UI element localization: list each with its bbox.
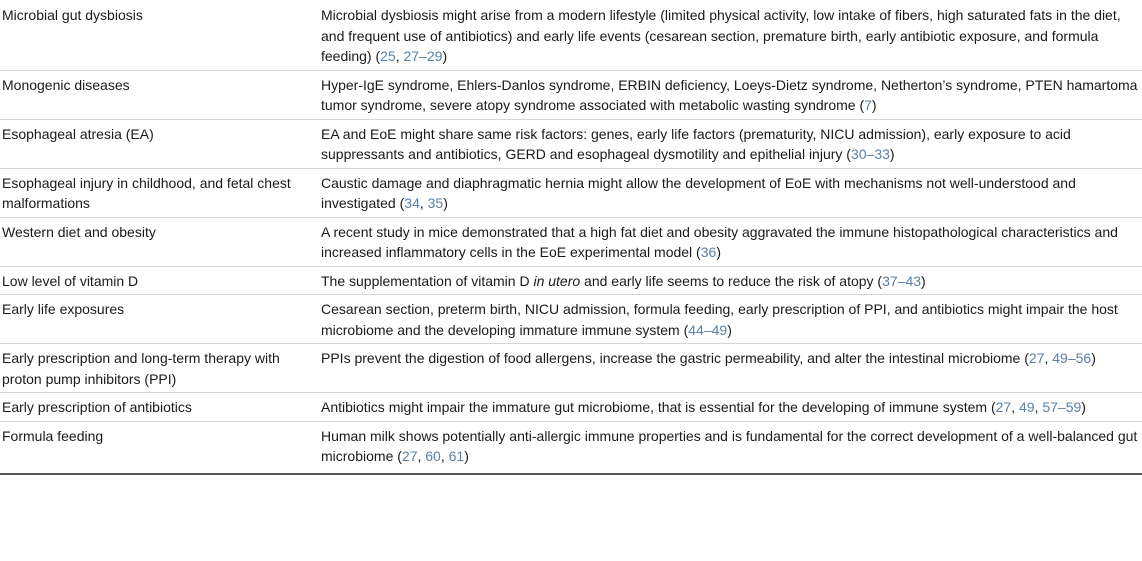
reference-link[interactable]: 49–56	[1052, 350, 1092, 366]
description-cell	[321, 217, 1142, 266]
description-text: ,	[1034, 399, 1043, 415]
table-row	[0, 393, 1142, 422]
table-row	[0, 70, 1142, 119]
description-text: Hyper-IgE syndrome, Ehlers-Danlos syndrome, ERBIN deficiency, Loeys-Dietz syndrome, Netherton’s syndrome, PTEN hamartoma tumor syndrome, severe atopy syndrome associated with metabolic wasting syndrome (	[321, 76, 1138, 113]
description-text: ,	[1011, 399, 1019, 415]
table-row	[0, 119, 1142, 168]
description-text: ,	[1044, 350, 1053, 366]
description-text: Microbial dysbiosis might arise from a modern lifestyle (limited physical activity, low intake of fibers, high saturated fats in the diet, and frequent use of antibiotics) and early life events (cesarean section, premature birth, early antibiotic exposure, and formula feeding) (	[321, 7, 1121, 64]
description-text: )	[716, 244, 721, 260]
reference-link[interactable]: 27	[1028, 350, 1045, 366]
risk-factor-cell: Western diet and obesity	[0, 217, 321, 266]
description-text: Cesarean section, preterm birth, NICU admission, formula feeding, early prescription of PPI, and antibiotics might impair the host microbiome and the developing immature immune system (	[321, 301, 1118, 338]
reference-link[interactable]: 49	[1018, 399, 1035, 415]
description-text: PPIs prevent the digestion of food allergens, increase the gastric permeability, and alter the intestinal microbiome (	[321, 350, 1029, 366]
table-row	[0, 168, 1142, 217]
description-text: ,	[395, 48, 404, 64]
table-row	[0, 0, 1142, 70]
table-row	[0, 295, 1142, 344]
description-text: Antibiotics might impair the immature gut microbiome, that is essential for the developing of immune system (	[321, 399, 996, 415]
description-text: )	[464, 448, 469, 464]
description-text: Caustic damage and diaphragmatic hernia might allow the development of EoE with mechanisms not well-understood and investigated (	[321, 174, 1076, 211]
table-row	[0, 266, 1142, 295]
reference-link[interactable]: 36	[700, 244, 717, 260]
risk-factor-cell: Low level of vitamin D	[0, 266, 321, 295]
description-cell	[321, 0, 1142, 70]
description-text: EA and EoE might share same risk factors: genes, early life factors (prematurity, NICU admission), early exposure to acid suppressants and antibiotics, GERD and esophageal dysmotility and epithelial injury (	[321, 125, 1071, 162]
table-row	[0, 421, 1142, 474]
description-text: )	[871, 97, 877, 113]
description-cell	[321, 295, 1142, 344]
description-cell	[321, 421, 1142, 474]
risk-factor-cell: Monogenic diseases	[0, 70, 321, 119]
italic-text: in utero	[533, 272, 581, 289]
reference-link[interactable]: 27–29	[403, 48, 443, 64]
description-text: )	[921, 272, 926, 289]
reference-link[interactable]: 61	[448, 448, 465, 464]
description-text: )	[727, 321, 732, 338]
reference-link[interactable]: 34	[404, 195, 420, 211]
description-text: )	[442, 48, 448, 64]
description-cell	[321, 344, 1142, 393]
risk-factor-cell: Early life exposures	[0, 295, 321, 344]
description-text: )	[889, 146, 895, 162]
risk-factor-cell: Early prescription and long-term therapy with proton pump inhibitors (PPI)	[0, 344, 321, 393]
table-row	[0, 344, 1142, 393]
reference-link[interactable]: 60	[425, 448, 441, 464]
reference-link[interactable]: 57–59	[1042, 399, 1082, 415]
description-text: ,	[419, 195, 428, 211]
description-text: )	[1091, 350, 1096, 366]
description-cell	[321, 266, 1142, 295]
reference-link[interactable]: 35	[427, 195, 444, 211]
description-text: ,	[440, 448, 449, 464]
description-cell	[321, 70, 1142, 119]
description-text: )	[443, 195, 448, 211]
description-text: The supplementation of vitamin D	[321, 272, 534, 289]
reference-link[interactable]: 37–43	[882, 272, 922, 289]
reference-link[interactable]: 27	[401, 448, 418, 464]
description-text: Human milk shows potentially anti-allergic immune properties and is fundamental for the correct development of a well-balanced gut microbiome (	[321, 427, 1138, 464]
description-text: A recent study in mice demonstrated that a high fat diet and obesity aggravated the immune histopathological characteristics and increased inflammatory cells in the EoE experimental model (	[321, 223, 1118, 260]
reference-link[interactable]: 30–33	[850, 146, 890, 162]
table-row	[0, 217, 1142, 266]
description-text: ,	[417, 448, 426, 464]
reference-link[interactable]: 7	[864, 97, 872, 113]
description-text: and early life seems to reduce the risk of atopy (	[580, 272, 883, 289]
reference-link[interactable]: 44–49	[688, 321, 728, 338]
reference-link[interactable]: 27	[995, 399, 1012, 415]
risk-factor-cell: Microbial gut dysbiosis	[2, 7, 143, 23]
reference-link[interactable]: 25	[380, 48, 396, 64]
risk-factor-cell: Esophageal atresia (EA)	[0, 119, 321, 168]
description-cell	[321, 168, 1142, 217]
description-cell	[321, 119, 1142, 168]
risk-factor-cell: Esophageal injury in childhood, and fetal chest malformations	[0, 168, 321, 217]
risk-factor-cell: Formula feeding	[0, 421, 321, 474]
risk-factor-cell: Early prescription of antibiotics	[0, 393, 321, 422]
description-text: )	[1081, 399, 1086, 415]
description-cell	[321, 393, 1142, 422]
